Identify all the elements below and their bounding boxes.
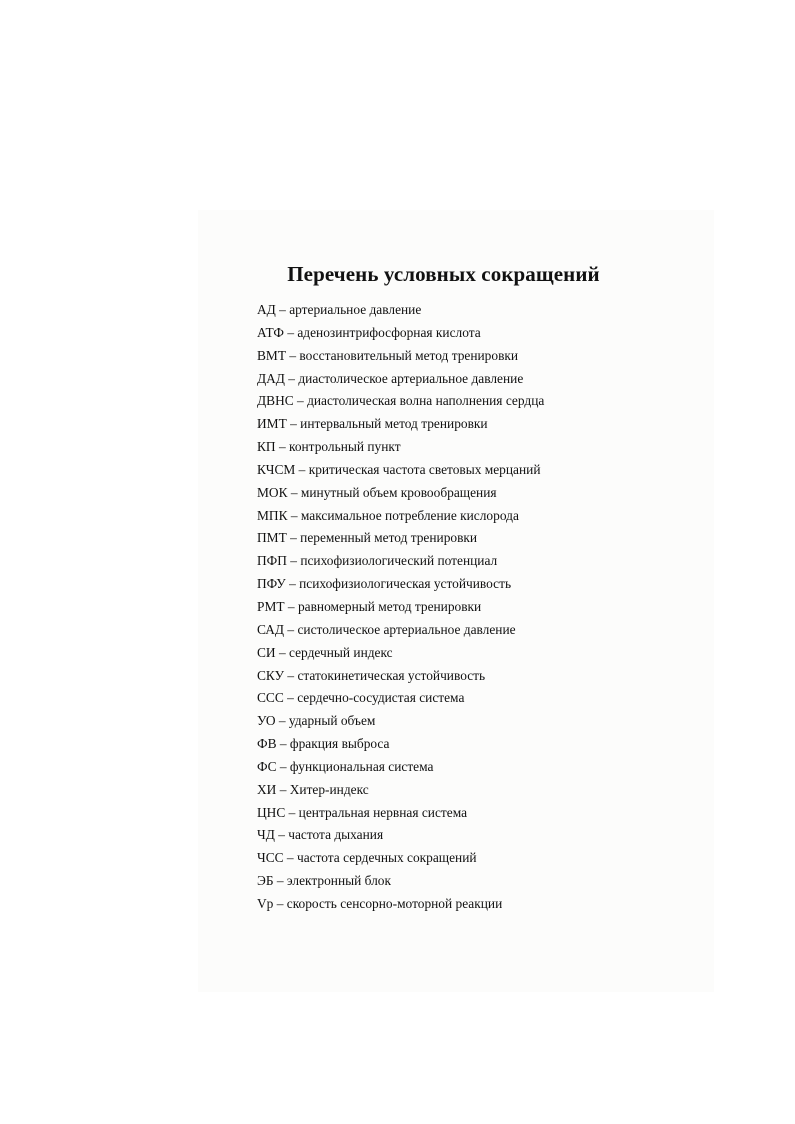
abbreviation-item [257, 733, 544, 756]
abbreviation-item [257, 345, 544, 368]
abbreviation-term: РМТ [257, 598, 285, 614]
abbreviation-term: ФВ [257, 736, 277, 752]
abbreviation-definition: систолическое артериальное давление [297, 621, 516, 637]
abbreviation-item [257, 573, 544, 596]
abbreviation-definition: частота сердечных сокращений [296, 850, 477, 866]
abbreviation-term: ХИ [257, 781, 277, 797]
abbreviation-definition: интервальный метод тренировки [300, 416, 488, 432]
abbreviation-definition: сердечно-сосудистая система [297, 690, 465, 706]
abbreviation-item [257, 436, 544, 459]
abbreviation-separator: – [283, 690, 298, 706]
abbreviation-definition: частота дыхания [288, 827, 384, 843]
page-title: Перечень условных сокращений [287, 262, 600, 286]
abbreviation-definition: критическая частота световых мерцаний [308, 461, 541, 477]
abbreviation-item [257, 550, 544, 573]
abbreviation-definition: равномерный метод тренировки [297, 598, 482, 614]
abbreviation-definition: восстановительный метод тренировки [299, 347, 519, 363]
abbreviation-definition: ударный объем [288, 713, 376, 729]
abbreviation-term: КЧСМ [257, 461, 296, 477]
abbreviation-item [257, 413, 544, 436]
abbreviation-term: САД [257, 621, 285, 637]
abbreviation-term: ЭБ [257, 873, 274, 889]
abbreviation-separator: – [283, 324, 298, 340]
abbreviation-separator: – [285, 576, 300, 592]
abbreviation-separator: – [284, 598, 298, 614]
abbreviation-definition: Хитер-индекс [289, 781, 369, 797]
abbreviation-definition: максимальное потребление кислорода [300, 507, 519, 523]
abbreviation-separator: – [287, 484, 301, 500]
abbreviation-item [257, 870, 544, 893]
abbreviation-separator: – [273, 895, 287, 911]
abbreviation-term: КП [257, 439, 276, 455]
abbreviation-term: ЧД [257, 827, 275, 843]
abbreviation-separator: – [275, 302, 290, 317]
abbreviation-separator: – [276, 758, 290, 774]
abbreviation-item [257, 459, 544, 482]
abbreviation-separator: – [284, 621, 298, 637]
abbreviation-definition: сердечный индекс [289, 644, 393, 660]
abbreviation-item [257, 824, 544, 847]
abbreviation-definition: артериальное давление [289, 302, 422, 317]
abbreviation-item [257, 710, 544, 733]
abbreviation-separator: – [286, 347, 300, 363]
abbreviation-item [257, 482, 544, 505]
abbreviation-separator: – [293, 393, 308, 409]
abbreviation-item [257, 665, 544, 688]
abbreviation-term: ФС [257, 758, 277, 774]
abbreviation-term: ПФП [257, 553, 287, 569]
abbreviation-item [257, 596, 544, 619]
abbreviation-term: СИ [257, 644, 276, 660]
abbreviation-item [257, 505, 544, 528]
abbreviation-separator: – [283, 850, 297, 866]
abbreviation-term: СКУ [257, 667, 285, 683]
abbreviation-separator: – [275, 713, 289, 729]
abbreviation-term: ДАД [257, 370, 285, 386]
abbreviation-item [257, 322, 544, 345]
abbreviation-separator: – [295, 461, 309, 477]
abbreviation-item [257, 527, 544, 550]
abbreviation-separator: – [285, 804, 299, 820]
abbreviation-item [257, 619, 544, 642]
abbreviation-term: ВМТ [257, 347, 287, 363]
abbreviation-definition: аденозинтрифосфорная кислота [297, 324, 481, 340]
abbreviation-definition: контрольный пункт [289, 439, 401, 455]
abbreviation-item [257, 847, 544, 870]
abbreviation-separator: – [274, 827, 289, 843]
abbreviation-separator: – [276, 781, 290, 797]
abbreviation-item [257, 687, 544, 710]
abbreviation-term: ДВНС [257, 393, 294, 409]
abbreviation-term: ПМТ [257, 530, 287, 546]
abbreviation-separator: – [275, 644, 289, 660]
abbreviation-term: ПФУ [257, 576, 286, 592]
abbreviation-definition: психофизиологический потенциал [300, 553, 498, 569]
abbreviation-definition: центральная нервная система [298, 804, 468, 820]
abbreviation-item [257, 893, 544, 916]
abbreviation-separator: – [284, 370, 299, 386]
abbreviation-separator: – [286, 530, 301, 546]
abbreviation-definition: скорость сенсорно-моторной реакции [286, 895, 503, 911]
abbreviation-term: ЧСС [257, 850, 284, 866]
abbreviation-term: МОК [257, 484, 288, 500]
abbreviation-definition: диастолическая волна наполнения сердца [307, 393, 545, 409]
abbreviation-list [257, 299, 544, 916]
abbreviation-separator: – [284, 667, 298, 683]
abbreviation-definition: переменный метод тренировки [300, 530, 478, 546]
abbreviation-term: Vp [257, 895, 274, 911]
abbreviation-definition: минутный объем кровообращения [300, 484, 497, 500]
abbreviation-separator: – [273, 873, 287, 889]
abbreviation-term: УО [257, 713, 276, 729]
abbreviation-term: ССС [257, 690, 284, 706]
abbreviation-definition: статокинетическая устойчивость [297, 667, 486, 683]
abbreviation-definition: фракция выброса [289, 736, 390, 752]
abbreviation-item [257, 779, 544, 802]
abbreviation-item [257, 756, 544, 779]
abbreviation-item [257, 802, 544, 825]
abbreviation-term: МПК [257, 507, 288, 523]
abbreviation-item [257, 390, 544, 413]
abbreviation-term: АТФ [257, 324, 284, 340]
abbreviation-item [257, 368, 544, 391]
abbreviation-term: ИМТ [257, 416, 287, 432]
abbreviation-definition: диастолическое артериальное давление [298, 370, 524, 386]
abbreviation-item [257, 642, 544, 665]
abbreviation-separator: – [275, 439, 289, 455]
abbreviation-definition: электронный блок [286, 873, 391, 889]
abbreviation-definition: психофизиологическая устойчивость [299, 576, 512, 592]
abbreviation-separator: – [286, 416, 301, 432]
abbreviation-separator: – [286, 553, 301, 569]
abbreviation-term: АД [257, 302, 276, 317]
abbreviation-definition: функциональная система [289, 758, 434, 774]
abbreviation-term: ЦНС [257, 804, 286, 820]
abbreviation-item [257, 299, 544, 322]
abbreviation-separator: – [287, 507, 301, 523]
abbreviation-separator: – [276, 736, 290, 752]
